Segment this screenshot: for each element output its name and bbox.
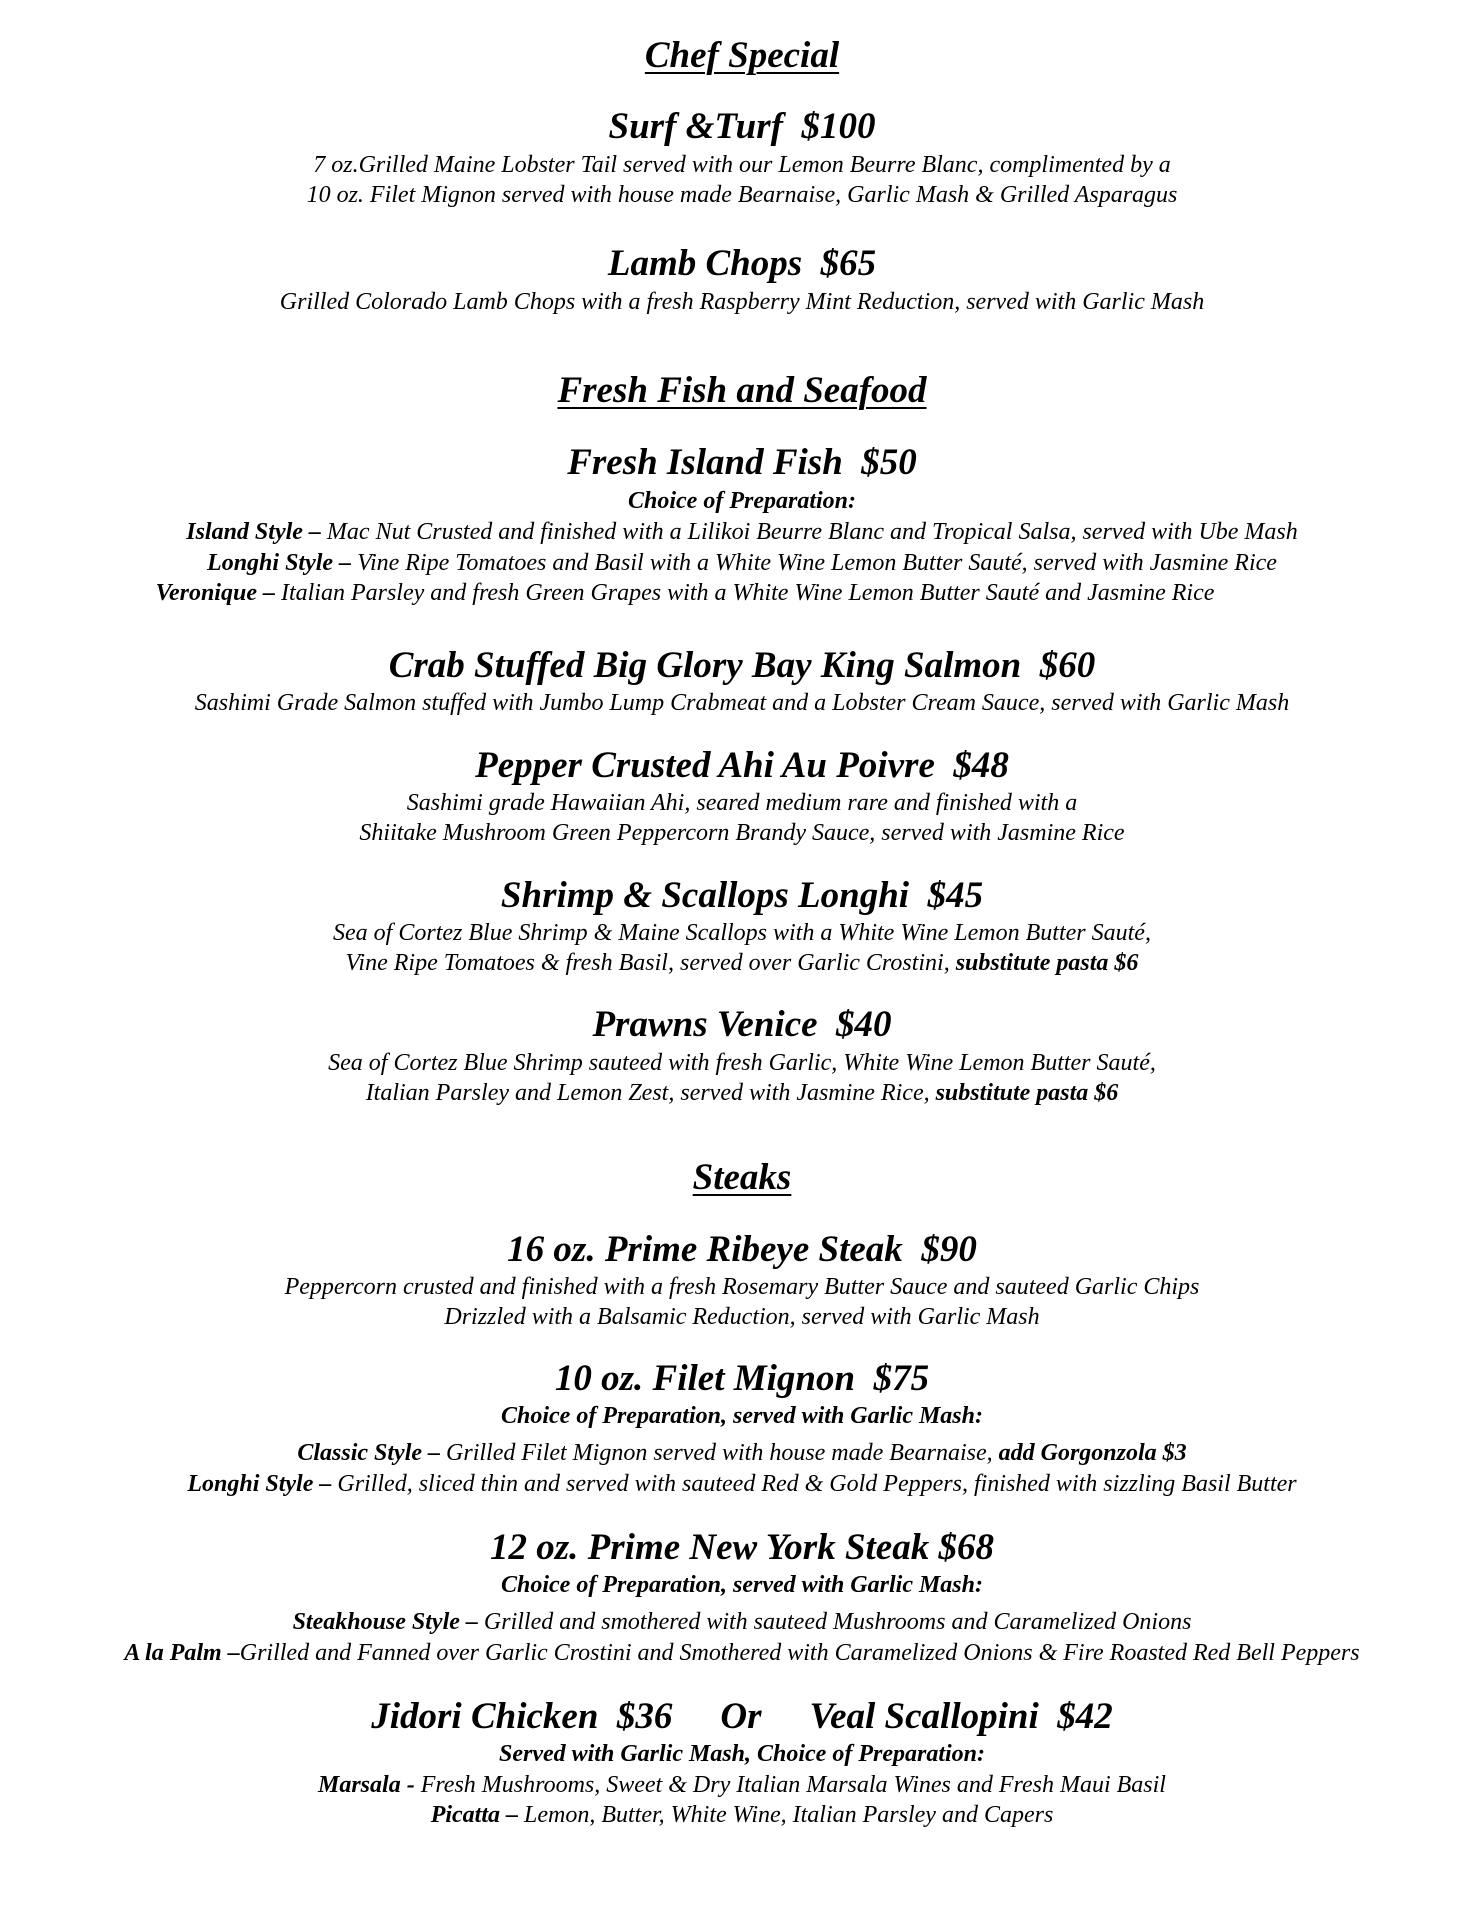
preparation-option bbox=[0, 1609, 1484, 1636]
preparation-option bbox=[0, 1802, 1484, 1829]
option-text: Italian Parsley and fresh Green Grapes with a White Wine Lemon Butter Sauté and Jasmine Rice bbox=[274, 580, 1215, 606]
option-text: Lemon, Butter, White Wine, Italian Parsley and Capers bbox=[518, 1802, 1054, 1828]
dish-price: $68 bbox=[938, 1527, 994, 1568]
dish-name: Lamb Chops bbox=[607, 243, 803, 284]
option-text: Grilled and smothered with sauteed Mushrooms and Caramelized Onions bbox=[477, 1609, 1192, 1635]
dish-price: $45 bbox=[927, 875, 984, 916]
dish-desc: Sashimi Grade Salmon stuffed with Jumbo Lump Crabmeat and a Lobster Cream Sauce, served with Garlic Mash bbox=[194, 690, 1290, 716]
section-heading-steaks: Steaks bbox=[692, 1157, 792, 1198]
dish-price: $48 bbox=[953, 745, 1009, 786]
preparation-option bbox=[0, 1471, 1484, 1498]
option-text: Vine Ripe Tomatoes and Basil with a White Wine Lemon Butter Sauté, served with Jasmine Rice bbox=[351, 550, 1277, 576]
dish-desc bbox=[0, 1080, 1484, 1107]
dish-desc: 7 oz.Grilled Maine Lobster Tail served with our Lemon Beurre Blanc, complimented by a bbox=[313, 152, 1171, 178]
dish-name-veal: Veal Scallopini bbox=[809, 1696, 1039, 1737]
preparation-option bbox=[0, 1640, 1484, 1667]
dish-price: $40 bbox=[836, 1004, 892, 1045]
preparation-option bbox=[0, 519, 1484, 546]
preparation-option bbox=[0, 580, 1427, 607]
desc-text: Italian Parsley and Lemon Zest, served with Jasmine Rice, bbox=[365, 1080, 936, 1106]
dish-title-new-york bbox=[0, 1526, 1484, 1569]
preparation-heading: Served with Garlic Mash, Choice of Preparation: bbox=[498, 1741, 985, 1767]
dish-price: $50 bbox=[861, 442, 917, 483]
option-label: Picatta – bbox=[430, 1802, 519, 1828]
substitute-note: substitute pasta $6 bbox=[955, 950, 1139, 976]
dish-name: Fresh Island Fish bbox=[567, 442, 843, 483]
dish-price: $65 bbox=[820, 243, 877, 284]
dish-name: Shrimp & Scallops Longhi bbox=[500, 875, 910, 916]
option-text: Grilled and Fanned over Garlic Crostini and Smothered with Caramelized Onions & Fire Roasted Red Bell Peppers bbox=[239, 1640, 1360, 1666]
desc-text: Vine Ripe Tomatoes & fresh Basil, served over Garlic Crostini, bbox=[345, 950, 956, 976]
dish-name: 16 oz. Prime Ribeye Steak bbox=[507, 1229, 903, 1270]
dish-price-veal: $42 bbox=[1057, 1696, 1113, 1737]
dish-desc: Peppercorn crusted and finished with a fresh Rosemary Butter Sauce and sauteed Garlic Chips bbox=[284, 1274, 1200, 1300]
dish-desc: Sea of Cortez Blue Shrimp sauteed with fresh Garlic, White Wine Lemon Butter Sauté, bbox=[328, 1050, 1156, 1076]
option-text: Mac Nut Crusted and finished with a Lilikoi Beurre Blanc and Tropical Salsa, served with Ube Mash bbox=[320, 519, 1298, 545]
add-on-note: add Gorgonzola $3 bbox=[998, 1440, 1187, 1466]
option-label: Longhi Style – bbox=[207, 550, 352, 576]
option-label: Longhi Style – bbox=[187, 1471, 332, 1497]
dish-desc: 10 oz. Filet Mignon served with house made Bearnaise, Garlic Mash & Grilled Asparagus bbox=[306, 182, 1178, 208]
dish-title-surf-turf bbox=[0, 105, 1484, 148]
preparation-heading: Choice of Preparation, served with Garlic Mash: bbox=[500, 1572, 983, 1598]
dish-title-lamb-chops bbox=[0, 242, 1484, 285]
preparation-heading: Choice of Preparation, served with Garlic Mash: bbox=[500, 1403, 983, 1429]
dish-price: $100 bbox=[801, 106, 876, 147]
or-separator: Or bbox=[720, 1696, 762, 1737]
dish-name: Prawns Venice bbox=[592, 1004, 818, 1045]
preparation-option bbox=[0, 550, 1484, 577]
dish-name: Crab Stuffed Big Glory Bay King Salmon bbox=[388, 645, 1022, 686]
dish-title-ahi bbox=[0, 744, 1484, 787]
dish-price: $90 bbox=[921, 1229, 977, 1270]
dish-title-ribeye bbox=[0, 1228, 1484, 1271]
dish-desc: Grilled Colorado Lamb Chops with a fresh Raspberry Mint Reduction, served with Garlic Mash bbox=[279, 289, 1205, 315]
option-label: Steakhouse Style – bbox=[292, 1609, 478, 1635]
option-text: Fresh Mushrooms, Sweet & Dry Italian Marsala Wines and Fresh Maui Basil bbox=[414, 1772, 1166, 1798]
dish-title-island-fish bbox=[0, 441, 1484, 484]
dish-title-prawns bbox=[0, 1003, 1484, 1046]
option-text: Grilled Filet Mignon served with house made Bearnaise, bbox=[440, 1440, 999, 1466]
section-heading-seafood: Fresh Fish and Seafood bbox=[557, 370, 927, 411]
dish-name: Surf &Turf bbox=[608, 106, 783, 147]
option-label: A la Palm – bbox=[124, 1640, 240, 1666]
dish-price-chicken: $36 bbox=[616, 1696, 673, 1737]
dish-name-chicken: Jidori Chicken bbox=[371, 1696, 599, 1737]
preparation-option bbox=[0, 1772, 1484, 1799]
section-heading-chef-special: Chef Special bbox=[644, 35, 840, 76]
option-label: Classic Style – bbox=[297, 1440, 441, 1466]
option-label: Veronique – bbox=[155, 580, 275, 606]
dish-desc: Shiitake Mushroom Green Peppercorn Brandy Sauce, served with Jasmine Rice bbox=[359, 820, 1125, 846]
dish-price: $60 bbox=[1039, 645, 1096, 686]
option-text: Grilled, sliced thin and served with sauteed Red & Gold Peppers, finished with sizzling Basil Butter bbox=[331, 1471, 1297, 1497]
dish-name: 10 oz. Filet Mignon bbox=[554, 1358, 856, 1399]
dish-title-salmon bbox=[0, 644, 1484, 687]
preparation-option bbox=[0, 1440, 1484, 1467]
dish-price: $75 bbox=[873, 1358, 930, 1399]
dish-title-chicken-veal bbox=[0, 1695, 1484, 1738]
dish-desc: Drizzled with a Balsamic Reduction, served with Garlic Mash bbox=[444, 1304, 1040, 1330]
option-label: Island Style – bbox=[186, 519, 321, 545]
dish-title-shrimp-scallops bbox=[0, 874, 1484, 917]
dish-name: Pepper Crusted Ahi Au Poivre bbox=[475, 745, 935, 786]
dish-desc: Sashimi grade Hawaiian Ahi, seared medium rare and finished with a bbox=[406, 790, 1078, 816]
dish-desc bbox=[0, 950, 1484, 977]
option-label: Marsala - bbox=[318, 1772, 415, 1798]
preparation-heading: Choice of Preparation: bbox=[628, 488, 856, 514]
dish-name: 12 oz. Prime New York Steak bbox=[490, 1527, 930, 1568]
substitute-note: substitute pasta $6 bbox=[935, 1080, 1119, 1106]
dish-title-filet bbox=[0, 1357, 1484, 1400]
dish-desc: Sea of Cortez Blue Shrimp & Maine Scallops with a White Wine Lemon Butter Sauté, bbox=[333, 920, 1151, 946]
